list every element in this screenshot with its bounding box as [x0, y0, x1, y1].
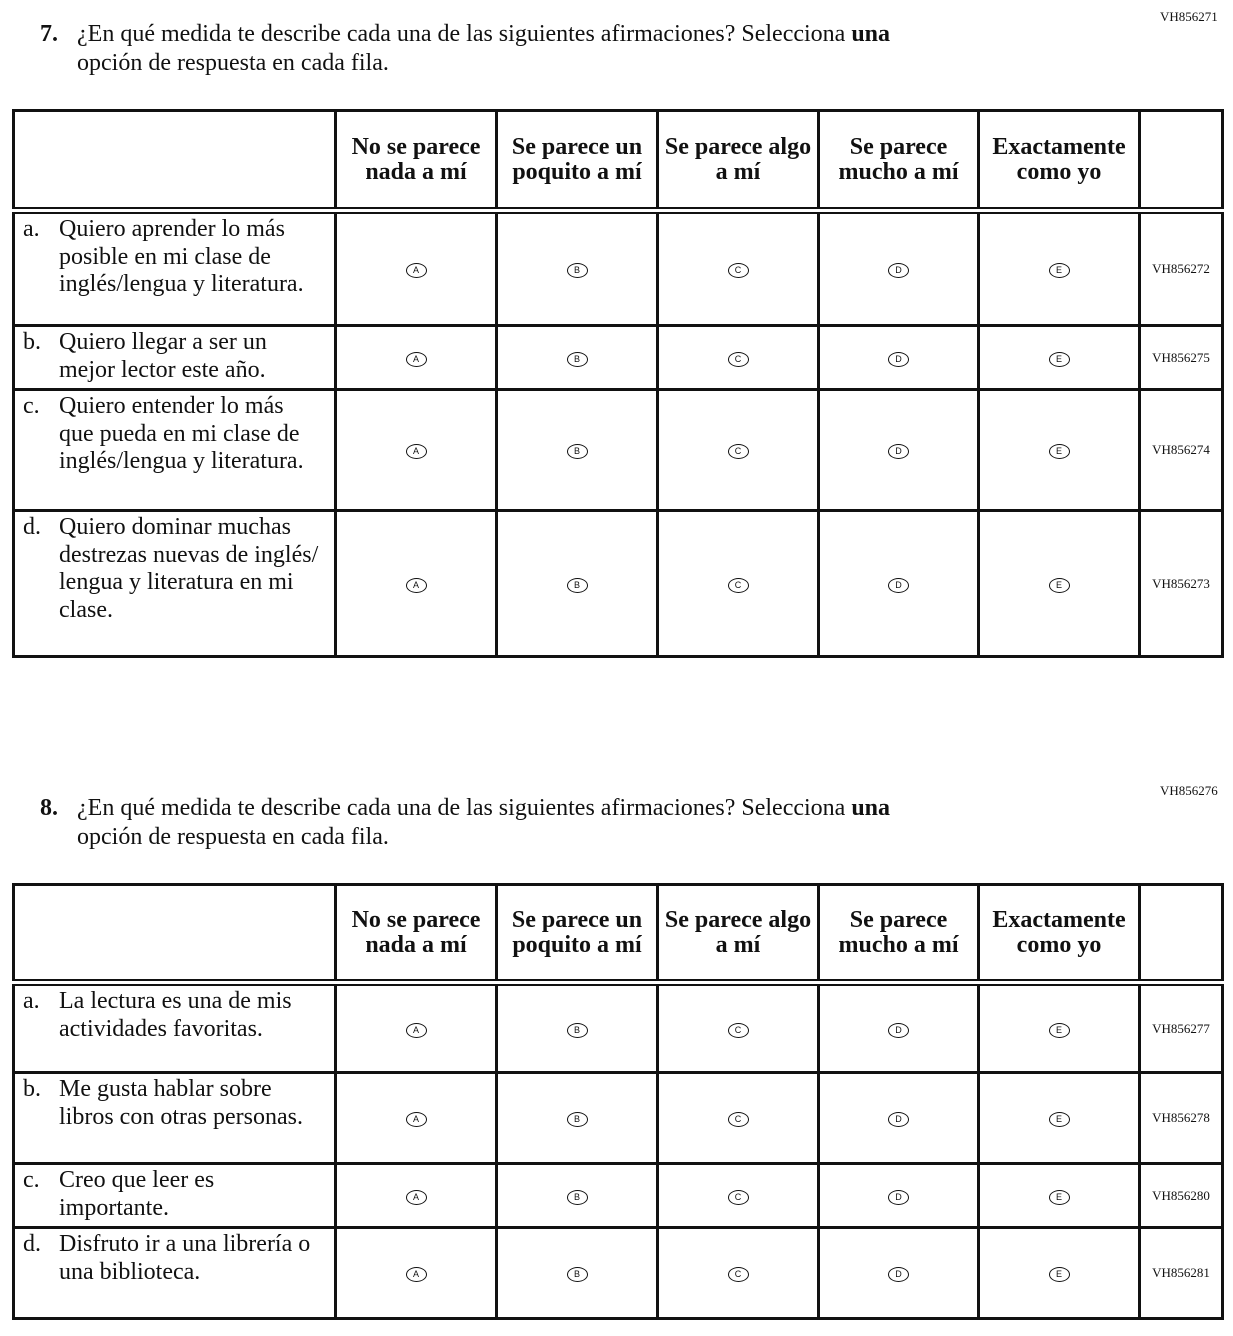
item-text: La lectura es una de mis actividades favoritas.: [59, 988, 292, 1042]
option-cell: [336, 983, 497, 1073]
prompt-text: ¿En qué medida te describe cada una de las siguientes afirmaciones? Selecciona: [77, 795, 846, 821]
item-letter: b.: [23, 1076, 41, 1102]
item-id: VH856278: [1140, 1073, 1223, 1164]
answer-bubble-a[interactable]: A: [406, 578, 427, 593]
option-cell: [336, 1164, 497, 1228]
option-cell: [497, 511, 658, 657]
question-prompt: [40, 794, 1100, 852]
answer-bubble-e[interactable]: E: [1049, 578, 1070, 593]
question-number: 7.: [40, 21, 58, 47]
option-cell: [497, 1073, 658, 1164]
table-row: [14, 1073, 1223, 1164]
item-letter: d.: [23, 1231, 41, 1257]
statement: [14, 211, 336, 326]
answer-bubble-a[interactable]: A: [406, 352, 427, 367]
option-cell: [658, 511, 819, 657]
option-cell: [979, 1073, 1140, 1164]
answer-bubble-c[interactable]: C: [728, 263, 749, 278]
item-id: VH856274: [1140, 390, 1223, 511]
item-text: Quiero aprender lo más posible en mi clase de inglés/lengua y literatura.: [59, 216, 304, 297]
prompt-bold: una: [851, 795, 891, 821]
answer-bubble-b[interactable]: B: [567, 578, 588, 593]
option-cell: [658, 326, 819, 390]
answer-bubble-d[interactable]: D: [888, 1023, 909, 1038]
statement: [14, 326, 336, 390]
response-table-q8: [12, 883, 1224, 1320]
answer-bubble-b[interactable]: B: [567, 1023, 588, 1038]
prompt-text-2: opción de respuesta en cada fila.: [77, 824, 389, 850]
column-header: Se parece un poquito a mí: [497, 111, 658, 211]
table-row: [14, 1228, 1223, 1319]
answer-bubble-a[interactable]: A: [406, 444, 427, 459]
column-header: No se parece nada a mí: [336, 885, 497, 983]
column-header: Exactamente como yo: [979, 111, 1140, 211]
table-row: [14, 390, 1223, 511]
answer-bubble-d[interactable]: D: [888, 1190, 909, 1205]
option-cell: [497, 1228, 658, 1319]
statement: [14, 390, 336, 511]
item-id: VH856275: [1140, 326, 1223, 390]
answer-bubble-e[interactable]: E: [1049, 1267, 1070, 1282]
answer-bubble-b[interactable]: B: [567, 1112, 588, 1127]
table-row: [14, 326, 1223, 390]
answer-bubble-b[interactable]: B: [567, 1190, 588, 1205]
answer-bubble-e[interactable]: E: [1049, 263, 1070, 278]
answer-bubble-a[interactable]: A: [406, 263, 427, 278]
header-blank: [1140, 885, 1223, 983]
option-cell: [819, 1164, 979, 1228]
answer-bubble-e[interactable]: E: [1049, 1023, 1070, 1038]
answer-bubble-c[interactable]: C: [728, 1112, 749, 1127]
table-row: [14, 511, 1223, 657]
answer-bubble-c[interactable]: C: [728, 1023, 749, 1038]
table-row: [14, 983, 1223, 1073]
option-cell: [497, 390, 658, 511]
option-cell: [336, 326, 497, 390]
option-cell: [336, 1228, 497, 1319]
option-cell: [336, 511, 497, 657]
answer-bubble-e[interactable]: E: [1049, 352, 1070, 367]
option-cell: [979, 1164, 1140, 1228]
column-header: Se parece mucho a mí: [819, 885, 979, 983]
item-letter: c.: [23, 1167, 40, 1193]
option-cell: [979, 511, 1140, 657]
answer-bubble-c[interactable]: C: [728, 444, 749, 459]
answer-bubble-e[interactable]: E: [1049, 444, 1070, 459]
option-cell: [658, 1073, 819, 1164]
answer-bubble-c[interactable]: C: [728, 1267, 749, 1282]
option-cell: [819, 983, 979, 1073]
item-text: Me gusta hablar sobre libros con otras personas.: [59, 1076, 303, 1130]
option-cell: [819, 1228, 979, 1319]
header-blank: [14, 111, 336, 211]
answer-bubble-e[interactable]: E: [1049, 1112, 1070, 1127]
prompt-text-2: opción de respuesta en cada fila.: [77, 50, 389, 76]
option-cell: [979, 326, 1140, 390]
option-cell: [336, 211, 497, 326]
option-cell: [819, 511, 979, 657]
statement: [14, 1228, 336, 1319]
option-cell: [658, 390, 819, 511]
answer-bubble-c[interactable]: C: [728, 578, 749, 593]
item-text: Disfruto ir a una librería o una biblioteca.: [59, 1231, 311, 1285]
option-cell: [819, 326, 979, 390]
question-number: 8.: [40, 795, 58, 821]
option-cell: [979, 390, 1140, 511]
question-prompt: [40, 20, 1100, 78]
option-cell: [979, 1228, 1140, 1319]
option-cell: [979, 983, 1140, 1073]
option-cell: [497, 1164, 658, 1228]
item-text: Quiero llegar a ser un mejor lector este año.: [59, 329, 267, 383]
column-header: Se parece mucho a mí: [819, 111, 979, 211]
column-header: Se parece un poquito a mí: [497, 885, 658, 983]
header-blank: [1140, 111, 1223, 211]
item-letter: b.: [23, 329, 41, 355]
item-id: VH856280: [1140, 1164, 1223, 1228]
answer-bubble-b[interactable]: B: [567, 1267, 588, 1282]
item-letter: a.: [23, 988, 40, 1014]
option-cell: [979, 211, 1140, 326]
option-cell: [819, 1073, 979, 1164]
option-cell: [819, 211, 979, 326]
option-cell: [658, 1164, 819, 1228]
item-text: Quiero entender lo más que pueda en mi clase de inglés/lengua y literatura.: [59, 393, 304, 474]
answer-bubble-a[interactable]: A: [406, 1267, 427, 1282]
prompt-text: ¿En qué medida te describe cada una de las siguientes afirmaciones? Selecciona: [77, 21, 846, 47]
statement: [14, 983, 336, 1073]
answer-bubble-a[interactable]: A: [406, 1190, 427, 1205]
header-blank: [14, 885, 336, 983]
answer-bubble-a[interactable]: A: [406, 1023, 427, 1038]
item-id: VH856272: [1140, 211, 1223, 326]
item-letter: a.: [23, 216, 40, 242]
answer-bubble-b[interactable]: B: [567, 352, 588, 367]
answer-bubble-e[interactable]: E: [1049, 1190, 1070, 1205]
column-header: No se parece nada a mí: [336, 111, 497, 211]
item-letter: d.: [23, 514, 41, 540]
question-id: VH856271: [1160, 9, 1218, 24]
option-cell: [336, 1073, 497, 1164]
question-id: VH856276: [1160, 783, 1218, 798]
answer-bubble-d[interactable]: D: [888, 1267, 909, 1282]
column-header: Se parece algo a mí: [658, 111, 819, 211]
column-header: Se parece algo a mí: [658, 885, 819, 983]
statement: [14, 511, 336, 657]
item-id: VH856273: [1140, 511, 1223, 657]
option-cell: [336, 390, 497, 511]
answer-bubble-a[interactable]: A: [406, 1112, 427, 1127]
table-row: [14, 1164, 1223, 1228]
option-cell: [658, 211, 819, 326]
answer-bubble-d[interactable]: D: [888, 263, 909, 278]
item-id: VH856277: [1140, 983, 1223, 1073]
answer-bubble-c[interactable]: C: [728, 352, 749, 367]
answer-bubble-d[interactable]: D: [888, 578, 909, 593]
option-cell: [819, 390, 979, 511]
answer-bubble-b[interactable]: B: [567, 263, 588, 278]
item-id: VH856281: [1140, 1228, 1223, 1319]
answer-bubble-c[interactable]: C: [728, 1190, 749, 1205]
option-cell: [658, 983, 819, 1073]
answer-bubble-d[interactable]: D: [888, 1112, 909, 1127]
statement: [14, 1164, 336, 1228]
option-cell: [497, 326, 658, 390]
item-text: Creo que leer es importante.: [59, 1167, 215, 1221]
prompt-bold: una: [851, 21, 891, 47]
table-row: [14, 211, 1223, 326]
answer-bubble-d[interactable]: D: [888, 352, 909, 367]
column-header: Exactamente como yo: [979, 885, 1140, 983]
option-cell: [497, 983, 658, 1073]
answer-bubble-d[interactable]: D: [888, 444, 909, 459]
option-cell: [497, 211, 658, 326]
item-text: Quiero dominar muchas destrezas nuevas de inglés/ lengua y literatura en mi clase.: [59, 514, 319, 623]
statement: [14, 1073, 336, 1164]
answer-bubble-b[interactable]: B: [567, 444, 588, 459]
item-letter: c.: [23, 393, 40, 419]
response-table-q7: [12, 109, 1224, 658]
option-cell: [658, 1228, 819, 1319]
